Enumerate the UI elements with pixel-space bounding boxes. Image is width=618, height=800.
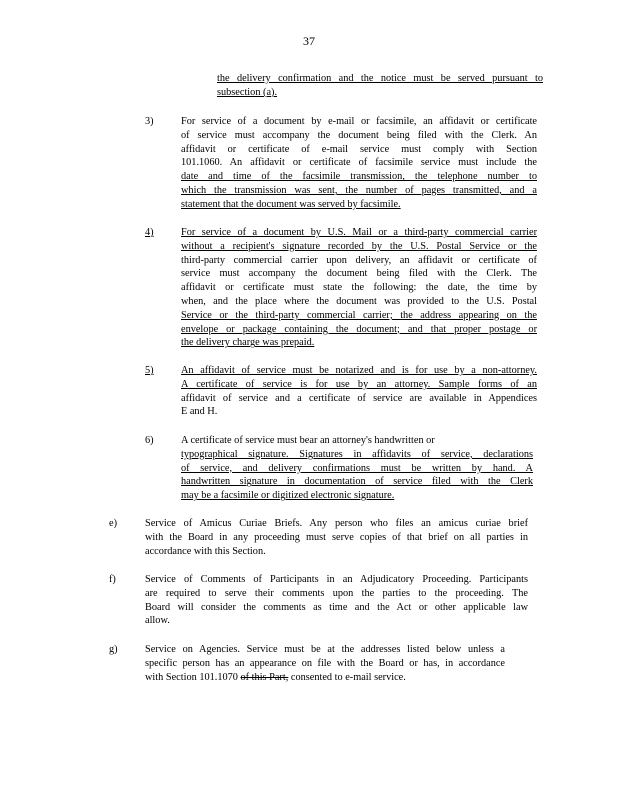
text-line: the delivery confirmation and the notice must be served pursuant to: [217, 73, 543, 84]
text-line: of service must accompany the document being filed with the Clerk. An: [181, 129, 537, 141]
section-f-paragraph: [145, 573, 528, 628]
text-line: envelope or package containing the document; and that proper postage or: [181, 323, 537, 335]
item-4-label: 4): [145, 227, 154, 238]
text-line: E and H.: [181, 406, 218, 418]
text-line: affidavit or certificate of e-mail service must comply with Section: [181, 143, 537, 155]
text-line: statement that the document was served by facsimile.: [181, 198, 401, 210]
continuation-paragraph: [217, 72, 543, 100]
text-line: when, and the place where the document was provided to the U.S. Postal: [181, 295, 537, 307]
text-line: An affidavit of service must be notarized and is for use by a non-attorney.: [181, 365, 537, 376]
struck-text: of this Part,: [240, 671, 289, 683]
text-line: date and time of the facsimile transmission, the telephone number to: [181, 171, 537, 183]
text-line: affidavit of service and a certificate of service are available in Appendices: [181, 392, 537, 404]
text-line: of service, and delivery confirmations must be written by hand. A: [181, 462, 533, 474]
text-line: For service of a document by U.S. Mail or a third-party commercial carrier: [181, 227, 537, 238]
text-line: Service of Comments of Participants in an Adjudicatory Proceeding. Participants: [145, 574, 528, 585]
text-line: typographical signature. Signatures in affidavits of service, declarations: [181, 448, 533, 460]
text-line: may be a facsimile or digitized electronic signature.: [181, 490, 395, 502]
text-line: which the transmission was sent, the number of pages transmitted, and a: [181, 184, 537, 196]
item-3-paragraph: [181, 115, 537, 212]
section-e-paragraph: [145, 517, 528, 558]
section-g-paragraph: [145, 643, 505, 684]
text-line: with the Board in any proceeding must serve copies of that brief on all parties in: [145, 531, 528, 543]
text-line: handwritten signature in documentation of service filed with the Clerk: [181, 476, 533, 488]
text-line: A certificate of service must bear an attorney's handwritten or: [181, 435, 435, 446]
text-line: allow.: [145, 615, 170, 627]
text-line: Board will consider the comments as time and the Act or other applicable law: [145, 601, 528, 613]
text-line: Service on Agencies. Service must be at the addresses listed below unless a: [145, 644, 505, 655]
item-4-paragraph: [181, 226, 537, 350]
text-run: consented to e-mail service.: [288, 671, 406, 683]
text-line: subsection (a).: [217, 86, 278, 98]
item-5-label: 5): [145, 365, 154, 376]
text-run: with Section 101.1070: [145, 671, 241, 683]
text-line: without a recipient's signature recorded by the U.S. Postal Service or the: [181, 240, 537, 252]
section-f-label: f): [109, 574, 116, 585]
section-e-label: e): [109, 518, 117, 529]
text-line: third-party commercial carrier upon delivery, an affidavit or certificate of: [181, 254, 537, 266]
text-line: service must accompany the document being filed with the Clerk. The: [181, 268, 537, 280]
text-line: [145, 671, 505, 685]
text-line: Service of Amicus Curiae Briefs. Any person who files an amicus curiae brief: [145, 518, 528, 529]
text-line: accordance with this Section.: [145, 545, 266, 557]
page-number: 37: [303, 34, 315, 48]
text-line: For service of a document by e-mail or facsimile, an affidavit or certificate: [181, 116, 537, 127]
item-3-label: 3): [145, 116, 154, 127]
item-6-paragraph: [181, 434, 533, 503]
item-6-label: 6): [145, 435, 154, 446]
item-5-paragraph: [181, 364, 537, 419]
text-line: 101.1060. An affidavit or certificate of facsimile service must include the: [181, 157, 537, 169]
text-line: specific person has an appearance on file with the Board or has, in accordance: [145, 657, 505, 669]
text-line: Service or the third-party commercial carrier; the address appearing on the: [181, 309, 537, 321]
text-line: affidavit or certificate must state the following: the date, the time by: [181, 282, 537, 294]
text-line: are required to serve their comments upon the parties to the proceeding. The: [145, 587, 528, 599]
text-line: A certificate of service is for use by an attorney. Sample forms of an: [181, 378, 537, 390]
text-line: the delivery charge was prepaid.: [181, 337, 315, 349]
section-g-label: g): [109, 644, 118, 655]
